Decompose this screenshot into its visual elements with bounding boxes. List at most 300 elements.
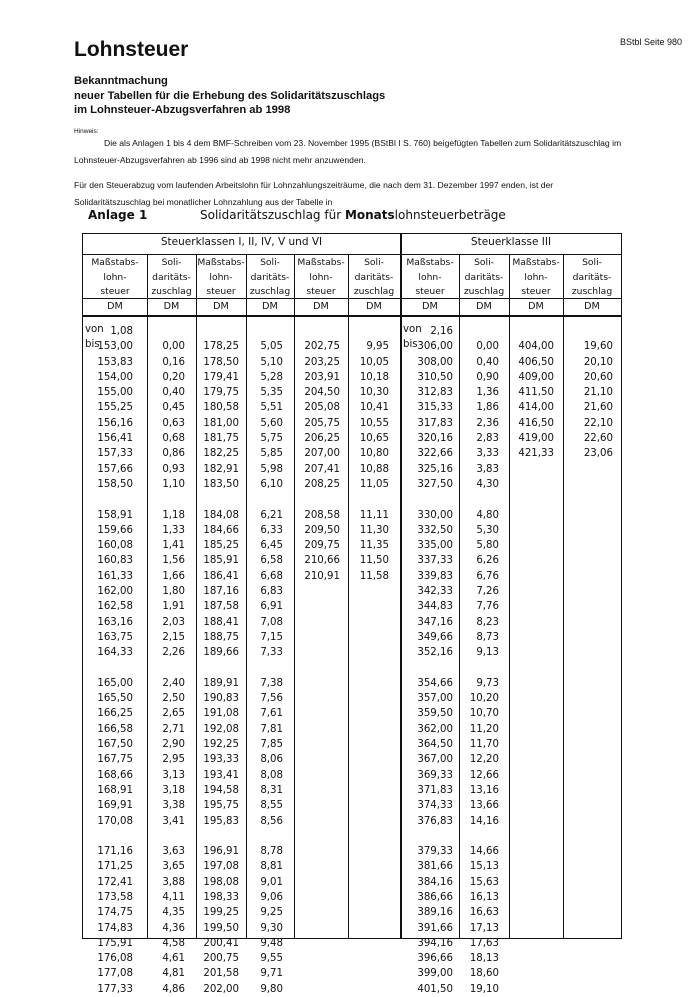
- table-cell: 167,50: [97, 739, 133, 751]
- heading-line: im Lohnsteuer-Abzugsverfahren ab 1998: [74, 104, 291, 116]
- table-cell: 411,50: [518, 387, 554, 399]
- table-cell: [147, 324, 185, 339]
- table-cell: 10,20: [469, 693, 499, 705]
- table-cell: 342,33: [417, 586, 453, 598]
- table-cell: 14,16: [469, 815, 499, 827]
- group-header-right: Steuerklasse III: [470, 236, 552, 248]
- table-cell: 11,58: [359, 570, 389, 582]
- table-cell: 206,25: [304, 433, 340, 445]
- table-cell: 168,91: [97, 784, 133, 796]
- table-cell: 9,13: [476, 647, 499, 659]
- table-cell: 207,00: [304, 448, 340, 460]
- table-cell: 173,58: [97, 891, 133, 903]
- table-cell: 2,95: [162, 754, 185, 766]
- table-cell: 394,16: [417, 937, 453, 949]
- data-column: [246, 324, 283, 997]
- table-cell: 6,33: [260, 524, 283, 536]
- table-cell: 7,08: [260, 616, 283, 628]
- table-cell: 196,91: [203, 846, 239, 858]
- table-cell: [294, 492, 340, 507]
- intro-paragraph: Für den Steuerabzug vom laufenden Arbeitslohn für Lohnzahlungszeiträume, die nach dem 31. Dezember 1997 enden, ist der Solidaritätszuschlag bei monatlicher Lohnzahlung aus der Tabelle in: [74, 180, 554, 207]
- table-cell: 362,00: [417, 723, 453, 735]
- table-cell: 347,16: [417, 616, 453, 628]
- table-cell: 2,36: [476, 417, 499, 429]
- table-cell: 181,75: [203, 433, 239, 445]
- table-cell: 9,95: [366, 341, 389, 353]
- table-cell: 2,15: [162, 631, 185, 643]
- table-cell: 6,76: [476, 570, 499, 582]
- table-cell: 1,10: [162, 478, 185, 490]
- table-cell: 0,00: [476, 341, 499, 353]
- unit-cell: DM: [313, 301, 329, 312]
- col-header-surcharge: Soli- daritäts- zuschlag: [151, 257, 192, 297]
- table-cell: 177,33: [97, 983, 133, 995]
- table-cell: 204,50: [304, 387, 340, 399]
- table-cell: 187,58: [203, 601, 239, 613]
- table-cell: 9,80: [260, 983, 283, 995]
- table-cell: 210,66: [304, 555, 340, 567]
- table-caption: [200, 208, 506, 222]
- table-cell: 317,83: [417, 417, 453, 429]
- table-cell: 421,33: [518, 448, 554, 460]
- table-cell: 0,90: [476, 371, 499, 383]
- table-cell: 184,08: [203, 509, 239, 521]
- table-cell: 9,71: [260, 968, 283, 980]
- table-cell: 4,30: [476, 478, 499, 490]
- unit-cell: DM: [213, 301, 229, 312]
- table-cell: 4,35: [162, 907, 185, 919]
- table-cell: 201,58: [203, 968, 239, 980]
- table-cell: 7,38: [260, 677, 283, 689]
- table-cell: 6,10: [260, 478, 283, 490]
- table-cell: 381,66: [417, 861, 453, 873]
- table-cell: 15,13: [469, 861, 499, 873]
- table-cell: 359,50: [417, 708, 453, 720]
- table-cell: 5,35: [260, 387, 283, 399]
- table-cell: 158,91: [97, 509, 133, 521]
- table-cell: 209,75: [304, 540, 340, 552]
- table-cell: 3,63: [162, 846, 185, 858]
- table-cell: 7,26: [476, 586, 499, 598]
- table-cell: 159,66: [97, 524, 133, 536]
- table-cell: 5,51: [260, 402, 283, 414]
- table-cell: 2,65: [162, 708, 185, 720]
- table-cell: [83, 661, 133, 676]
- unit-cell: DM: [262, 301, 278, 312]
- table-cell: 0,40: [476, 356, 499, 368]
- table-cell: 192,25: [203, 739, 239, 751]
- prefix-bis: bis: [85, 339, 100, 350]
- table-cell: 155,00: [97, 387, 133, 399]
- table-cell: 2,50: [162, 693, 185, 705]
- table-cell: 8,08: [260, 769, 283, 781]
- table-cell: 178,25: [203, 341, 239, 353]
- table-cell: 6,68: [260, 570, 283, 582]
- table-cell: 185,91: [203, 555, 239, 567]
- table-cell: 154,00: [97, 371, 133, 383]
- unit-cell: DM: [163, 301, 180, 312]
- table-cell: 6,45: [260, 540, 283, 552]
- table-cell: 10,88: [359, 463, 389, 475]
- table-cell: 197,08: [203, 861, 239, 873]
- table-cell: 3,65: [162, 861, 185, 873]
- table-cell: 188,75: [203, 631, 239, 643]
- table-cell: 167,75: [97, 754, 133, 766]
- table-cell: 169,91: [97, 800, 133, 812]
- data-column: [196, 324, 239, 997]
- table-cell: [401, 324, 453, 339]
- col-header-wage-tax: Maßstabs- lohn- steuer: [91, 257, 139, 297]
- table-cell: 0,16: [162, 356, 185, 368]
- unit-cell: DM: [528, 301, 544, 312]
- data-column: [459, 324, 499, 997]
- table-cell: 3,18: [162, 784, 185, 796]
- table-cell: 367,00: [417, 754, 453, 766]
- table-cell: 200,75: [203, 953, 239, 965]
- table-cell: 3,38: [162, 800, 185, 812]
- data-column: [294, 324, 340, 584]
- table-cell: 203,25: [304, 356, 340, 368]
- table-cell: [459, 492, 499, 507]
- hint-paragraph: Die als Anlagen 1 bis 4 dem BMF-Schreiben vom 23. November 1995 (BStBl I S. 760) beigefügten Tabellen zum Solidaritätszuschlag im Lohnsteuer-Abzugsverfahren ab 1996 sind ab 1998 nicht mehr anzuwenden.: [74, 138, 622, 165]
- table-cell: 14,66: [469, 846, 499, 858]
- table-cell: 168,66: [97, 769, 133, 781]
- table-cell: 19,60: [583, 341, 613, 353]
- table-cell: 10,18: [359, 371, 389, 383]
- annex-label: Anlage 1: [88, 208, 148, 222]
- table-cell: 12,20: [469, 754, 499, 766]
- table-cell: [147, 829, 185, 844]
- table-cell: 203,91: [304, 371, 340, 383]
- page-title: Lohnsteuer: [74, 38, 189, 61]
- table-cell: 208,58: [304, 509, 340, 521]
- table-cell: 332,50: [417, 524, 453, 536]
- table-cell: 1,86: [476, 402, 499, 414]
- table-cell: 11,11: [359, 509, 389, 521]
- col-header-surcharge: Soli- daritäts- zuschlag: [353, 257, 395, 297]
- table-cell: 16,13: [469, 891, 499, 903]
- table-cell: 19,10: [469, 983, 499, 995]
- table-cell: 21,10: [583, 387, 613, 399]
- table-cell: 1,56: [162, 555, 185, 567]
- table-cell: 209,50: [304, 524, 340, 536]
- table-cell: [294, 324, 340, 339]
- table-cell: 0,45: [162, 402, 185, 414]
- table-cell: 183,50: [203, 478, 239, 490]
- table-cell: 0,93: [162, 463, 185, 475]
- table-cell: [348, 492, 389, 507]
- table-cell: 2,26: [162, 647, 185, 659]
- table-cell: 156,41: [97, 433, 133, 445]
- table-cell: 0,68: [162, 433, 185, 445]
- table-cell: 10,70: [469, 708, 499, 720]
- table-cell: [196, 829, 239, 844]
- table-cell: 8,78: [260, 846, 283, 858]
- table-cell: 2,83: [476, 433, 499, 445]
- table-cell: 409,00: [518, 371, 554, 383]
- table-cell: 156,16: [97, 417, 133, 429]
- table-cell: 22,60: [583, 433, 613, 445]
- table-cell: 8,56: [260, 815, 283, 827]
- table-cell: 171,25: [97, 861, 133, 873]
- von-value: 2,16: [430, 326, 453, 337]
- table-cell: 5,10: [260, 356, 283, 368]
- table-cell: 153,83: [97, 356, 133, 368]
- table-cell: 16,63: [469, 907, 499, 919]
- table-cell: [246, 492, 283, 507]
- table-cell: 10,65: [359, 433, 389, 445]
- table-cell: 1,08: [110, 326, 133, 337]
- table-cell: 419,00: [518, 433, 554, 445]
- table-cell: 11,70: [469, 739, 499, 751]
- table-cell: [563, 324, 613, 339]
- table-cell: 8,23: [476, 616, 499, 628]
- table-cell: 176,08: [97, 953, 133, 965]
- table-cell: 18,60: [469, 968, 499, 980]
- table-cell: 6,58: [260, 555, 283, 567]
- table-cell: [459, 324, 499, 339]
- table-cell: 189,91: [203, 677, 239, 689]
- table-cell: 179,41: [203, 371, 239, 383]
- table-cell: 8,81: [260, 861, 283, 873]
- table-cell: 315,33: [417, 402, 453, 414]
- table-cell: [196, 492, 239, 507]
- page-reference: BStbl Seite 980: [619, 37, 682, 47]
- table-cell: 198,33: [203, 891, 239, 903]
- table-cell: [401, 661, 453, 676]
- table-cell: 3,13: [162, 769, 185, 781]
- table-cell: 171,16: [97, 846, 133, 858]
- table-cell: 9,30: [260, 922, 283, 934]
- table-cell: 3,88: [162, 876, 185, 888]
- prefix-von: von: [85, 324, 104, 335]
- table-cell: 188,41: [203, 616, 239, 628]
- table-cell: 160,83: [97, 555, 133, 567]
- table-cell: 160,08: [97, 540, 133, 552]
- table-cell: 0,20: [162, 371, 185, 383]
- table-cell: 208,25: [304, 478, 340, 490]
- announcement-heading: [74, 74, 385, 118]
- table-cell: 210,91: [304, 570, 340, 582]
- table-cell: 195,75: [203, 800, 239, 812]
- caption-suffix: lohnsteuerbeträge: [394, 208, 506, 222]
- table-cell: [246, 661, 283, 676]
- table-cell: 192,08: [203, 723, 239, 735]
- table-cell: 364,50: [417, 739, 453, 751]
- table-cell: 369,33: [417, 769, 453, 781]
- table-cell: 3,41: [162, 815, 185, 827]
- table-cell: [401, 492, 453, 507]
- table-cell: 190,83: [203, 693, 239, 705]
- table-cell: 391,66: [417, 922, 453, 934]
- table-cell: 406,50: [518, 356, 554, 368]
- table-cell: 312,83: [417, 387, 453, 399]
- table-cell: 205,75: [304, 417, 340, 429]
- table-cell: 162,58: [97, 601, 133, 613]
- table-cell: 344,83: [417, 601, 453, 613]
- table-cell: 1,41: [162, 540, 185, 552]
- table-cell: [246, 829, 283, 844]
- table-cell: 6,83: [260, 586, 283, 598]
- table-cell: 166,25: [97, 708, 133, 720]
- group-header-left: Steuerklassen I, II, IV, V und VI: [160, 236, 323, 248]
- table-cell: 4,61: [162, 953, 185, 965]
- table-cell: 13,16: [469, 784, 499, 796]
- table-cell: 414,00: [518, 402, 554, 414]
- table-cell: 187,16: [203, 586, 239, 598]
- table-cell: 193,33: [203, 754, 239, 766]
- table-cell: 384,16: [417, 876, 453, 888]
- header-rule: [83, 315, 621, 317]
- table-cell: 325,16: [417, 463, 453, 475]
- table-cell: [196, 661, 239, 676]
- table-cell: 308,00: [417, 356, 453, 368]
- table-cell: 5,28: [260, 371, 283, 383]
- table-cell: [348, 324, 389, 339]
- table-cell: 7,61: [260, 708, 283, 720]
- col-header-wage-tax: Maßstabs- lohn- steuer: [512, 257, 560, 297]
- table-cell: 330,00: [417, 509, 453, 521]
- table-cell: 20,10: [583, 356, 613, 368]
- table-cell: 181,00: [203, 417, 239, 429]
- table-cell: 1,33: [162, 524, 185, 536]
- table-cell: 177,08: [97, 968, 133, 980]
- table-cell: 5,75: [260, 433, 283, 445]
- table-cell: 8,31: [260, 784, 283, 796]
- table-cell: 399,00: [417, 968, 453, 980]
- table-cell: 15,63: [469, 876, 499, 888]
- table-cell: 184,66: [203, 524, 239, 536]
- table-cell: 164,33: [97, 647, 133, 659]
- table-cell: 339,83: [417, 570, 453, 582]
- table-cell: 374,33: [417, 800, 453, 812]
- table-cell: 9,73: [476, 677, 499, 689]
- header-rule: [83, 254, 621, 255]
- table-cell: 157,33: [97, 448, 133, 460]
- table-cell: 357,00: [417, 693, 453, 705]
- table-cell: 349,66: [417, 631, 453, 643]
- table-cell: 9,55: [260, 953, 283, 965]
- table-cell: 21,60: [583, 402, 613, 414]
- table-cell: 22,10: [583, 417, 613, 429]
- unit-cell: DM: [584, 301, 600, 312]
- table-cell: 5,30: [476, 524, 499, 536]
- table-cell: [147, 661, 185, 676]
- table-cell: 185,25: [203, 540, 239, 552]
- table-cell: 10,55: [359, 417, 389, 429]
- col-header-wage-tax: Maßstabs- lohn- steuer: [297, 257, 345, 297]
- solidarity-surcharge-table: [82, 233, 622, 995]
- table-cell: [147, 492, 185, 507]
- heading-line: Bekanntmachung: [74, 75, 168, 87]
- hint-label: Hinweis:: [74, 128, 99, 135]
- table-cell: 9,48: [260, 937, 283, 949]
- table-cell: 175,91: [97, 937, 133, 949]
- table-cell: 200,41: [203, 937, 239, 949]
- table-cell: 199,25: [203, 907, 239, 919]
- table-cell: 379,33: [417, 846, 453, 858]
- table-cell: 166,58: [97, 723, 133, 735]
- table-cell: 1,66: [162, 570, 185, 582]
- table-cell: 180,58: [203, 402, 239, 414]
- table-cell: 386,66: [417, 891, 453, 903]
- table-cell: 6,91: [260, 601, 283, 613]
- table-cell: 2,03: [162, 616, 185, 628]
- prefix-bis: bis: [403, 339, 418, 350]
- table-cell: 207,41: [304, 463, 340, 475]
- table-cell: 320,16: [417, 433, 453, 445]
- table-cell: 9,01: [260, 876, 283, 888]
- table-cell: 182,91: [203, 463, 239, 475]
- table-cell: 7,33: [260, 647, 283, 659]
- table-cell: 306,00: [417, 341, 453, 353]
- table-cell: 10,30: [359, 387, 389, 399]
- table-cell: 170,08: [97, 815, 133, 827]
- table-cell: 11,30: [359, 524, 389, 536]
- table-cell: 165,00: [97, 677, 133, 689]
- table-cell: [83, 829, 133, 844]
- table-cell: 376,83: [417, 815, 453, 827]
- table-cell: 162,00: [97, 586, 133, 598]
- table-cell: 179,75: [203, 387, 239, 399]
- table-cell: 2,90: [162, 739, 185, 751]
- table-cell: 202,00: [203, 983, 239, 995]
- unit-cell: DM: [366, 301, 382, 312]
- table-cell: 23,06: [583, 448, 613, 460]
- table-cell: 7,81: [260, 723, 283, 735]
- col-header-wage-tax: Maßstabs- lohn- steuer: [406, 257, 454, 297]
- data-column: [147, 324, 185, 997]
- table-cell: 1,80: [162, 586, 185, 598]
- table-cell: 11,50: [359, 555, 389, 567]
- table-cell: 17,13: [469, 922, 499, 934]
- table-cell: 352,16: [417, 647, 453, 659]
- table-cell: [196, 324, 239, 339]
- unit-cell: DM: [422, 301, 438, 312]
- table-cell: 4,58: [162, 937, 185, 949]
- table-cell: 0,00: [162, 341, 185, 353]
- table-cell: 158,50: [97, 478, 133, 490]
- table-cell: [401, 829, 453, 844]
- table-cell: 13,66: [469, 800, 499, 812]
- table-cell: 11,05: [359, 478, 389, 490]
- table-cell: 11,20: [469, 723, 499, 735]
- heading-line: neuer Tabellen für die Erhebung des Solidaritätszuschlags: [74, 89, 386, 102]
- table-cell: 182,25: [203, 448, 239, 460]
- table-cell: 1,36: [476, 387, 499, 399]
- table-cell: 416,50: [518, 417, 554, 429]
- table-cell: 2,71: [162, 723, 185, 735]
- data-column: [563, 324, 613, 462]
- table-cell: 11,35: [359, 540, 389, 552]
- table-cell: 0,63: [162, 417, 185, 429]
- col-header-wage-tax: Maßstabs- lohn- steuer: [197, 257, 245, 297]
- table-cell: 161,33: [97, 570, 133, 582]
- table-cell: 163,75: [97, 631, 133, 643]
- table-cell: 153,00: [97, 341, 133, 353]
- table-cell: 7,15: [260, 631, 283, 643]
- table-cell: 174,75: [97, 907, 133, 919]
- table-cell: 20,60: [583, 371, 613, 383]
- table-cell: 354,66: [417, 677, 453, 689]
- table-cell: 396,66: [417, 953, 453, 965]
- col-header-surcharge: Soli- daritäts- zuschlag: [463, 257, 505, 297]
- table-cell: 335,00: [417, 540, 453, 552]
- table-cell: 4,80: [476, 509, 499, 521]
- table-cell: 9,06: [260, 891, 283, 903]
- table-cell: 198,08: [203, 876, 239, 888]
- table-cell: 1,91: [162, 601, 185, 613]
